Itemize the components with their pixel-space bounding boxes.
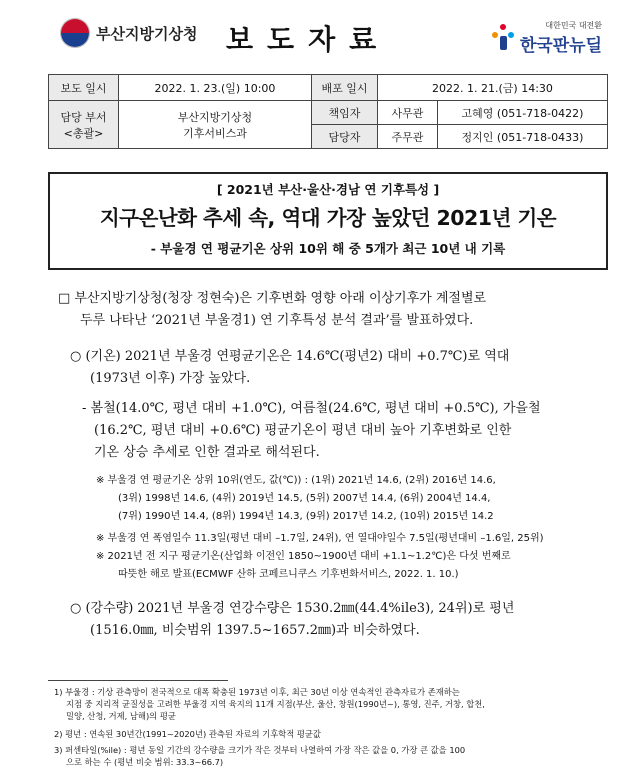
precipitation-line1: ○ (강수량) 2021년 부울경 연강수량은 1530.2㎜(44.4%ile3), 24위)로 평년 [70,601,515,616]
person-cell: 고혜영 (051-718-0422) [438,101,608,125]
korean-new-deal-logo [490,20,602,56]
note-top10-line1: ※ 부울경 연 평균기온 상위 10위(연도, 값(℃)) : (1위) 2021년 14.6, (2위) 2016년 14.6, [96,475,496,486]
intro-line1: □ 부산지방기상청(청장 정현숙)은 기후변화 영향 아래 이상기후가 계절별로 [58,291,487,306]
headline-subtitle: [ 2021년 부산·울산·경남 연 기후특성 ] [216,182,440,197]
person-cell: 정지인 (051-718-0433) [438,125,608,149]
dept-name [119,101,312,149]
note-global [96,548,612,584]
title-cell: 주무관 [378,125,438,149]
footnote-3-line2: 으로 하는 수 (평년 비슷 범위: 33.3~66.7) [66,757,224,767]
doc-title: 보도자료 [226,23,391,56]
note-top10-line3: (7위) 1990년 14.4, (8위) 1994년 14.3, (9위) 2017년 14.2, (10위) 2015년 14.2 [118,511,494,522]
paragraph-seasons [82,398,617,464]
note-global-line1: ※ 2021년 전 지구 평균기온(산업화 이전인 1850~1900년 대비 +1.1~1.2℃)은 다섯 번째로 [96,551,511,562]
footnote-2 [54,728,606,740]
new-deal-name: 한국판뉴딜 [519,36,602,56]
new-deal-tagline: 대한민국 대전환 [545,21,602,30]
footnote-divider [48,680,228,681]
seasons-line3: 기온 상승 추세로 인한 결과로 해석된다. [94,445,320,460]
dept-name-line1: 부산지방기상청 [177,110,253,124]
headline-box [48,172,608,270]
org-name: 부산지방기상청 [96,24,198,43]
note-heatwave [96,530,612,548]
seasons-line2: (16.2℃, 평년 대비 +0.6℃) 평균기온이 평년 대비 높아 기후변화로 인한 [94,423,512,438]
dept-name-line2: 기후서비스과 [183,126,247,140]
new-deal-mark-icon [490,24,516,52]
temperature-line2: (1973년 이후) 가장 높았다. [90,371,251,386]
note-top10 [96,472,612,526]
title-cell: 사무관 [378,101,438,125]
headline-summary: - 부울경 연 평균기온 상위 10위 해 중 5개가 최근 10년 내 기록 [150,241,506,256]
paragraph-precipitation [70,598,615,642]
footnote-1-line3: 밀양, 산청, 거제, 남해)의 평균 [66,711,176,721]
intro-line2: 두루 나타난 ‘2021년 부울경1) 연 기후특성 분석 결과’를 발표하였다. [80,313,474,328]
headline-title: 지구온난화 추세 속, 역대 가장 높았던 2021년 기온 [99,206,557,230]
dept-label [49,101,119,149]
seasons-line1: - 봄철(14.0℃, 평년 대비 +1.0℃), 여름철(24.6℃, 평년 대비 +0.5℃), 가을철 [82,401,541,416]
role-cell: 책임자 [312,101,378,125]
paragraph-intro [58,288,613,332]
note-global-line2: 따뜻한 해로 발표(ECMWF 산하 코페르니쿠스 기후변화서비스, 2022. 1. 10.) [118,569,459,580]
taegeuk-emblem-icon [60,18,90,48]
dept-label-line2: <총괄> [63,126,104,140]
footnote-1 [54,686,606,722]
temperature-line1: ○ (기온) 2021년 부울경 연평균기온은 14.6℃(평년2) 대비 +0.7℃)로 역대 [70,349,510,364]
press-release-header [48,8,608,68]
note-heatwave-line: ※ 부울경 연 폭염일수 11.3일(평년 대비 –1.7일, 24위), 연 열대야일수 7.5일(평년대비 –1.6일, 25위) [96,533,544,544]
precipitation-line2: (1516.0㎜, 비슷범위 1397.5~1657.2㎜)과 비슷하였다. [90,623,420,638]
footnote-1-line2: 지점 중 지리적 균질성을 고려한 부울경 지역 육지의 11개 지점(부산, 울산, 창원(1990년~), 통영, 진주, 거창, 합천, [66,699,485,709]
distribution-date-label: 배포 일시 [312,75,378,101]
kma-logo [60,18,197,48]
distribution-date: 2022. 1. 21.(금) 14:30 [378,75,608,101]
release-info-table [48,74,608,149]
report-date-label: 보도 일시 [49,75,119,101]
role-cell: 담당자 [312,125,378,149]
paragraph-temperature [70,346,615,390]
note-top10-line2: (3위) 1998년 14.6, (4위) 2019년 14.5, (5위) 2007년 14.4, (6위) 2004년 14.4, [118,493,491,504]
footnote-2-line: 2) 평년 : 연속된 30년간(1991~2020년) 관측된 자료의 기후학적 평균값 [54,729,321,739]
dept-label-line1: 담당 부서 [60,110,107,124]
report-date: 2022. 1. 23.(일) 10:00 [119,75,312,101]
footnote-1-line1: 1) 부울경 : 기상 관측망이 전국적으로 대폭 확충된 1973년 이후, 최근 30년 이상 연속적인 관측자료가 존재하는 [54,687,460,697]
footnote-3-line1: 3) 퍼센타일(%ile) : 평년 동일 기간의 강수량을 크기가 작은 것부터 나열하여 가장 작은 값을 0, 가장 큰 값을 100 [54,745,466,755]
footnote-3 [54,744,606,768]
